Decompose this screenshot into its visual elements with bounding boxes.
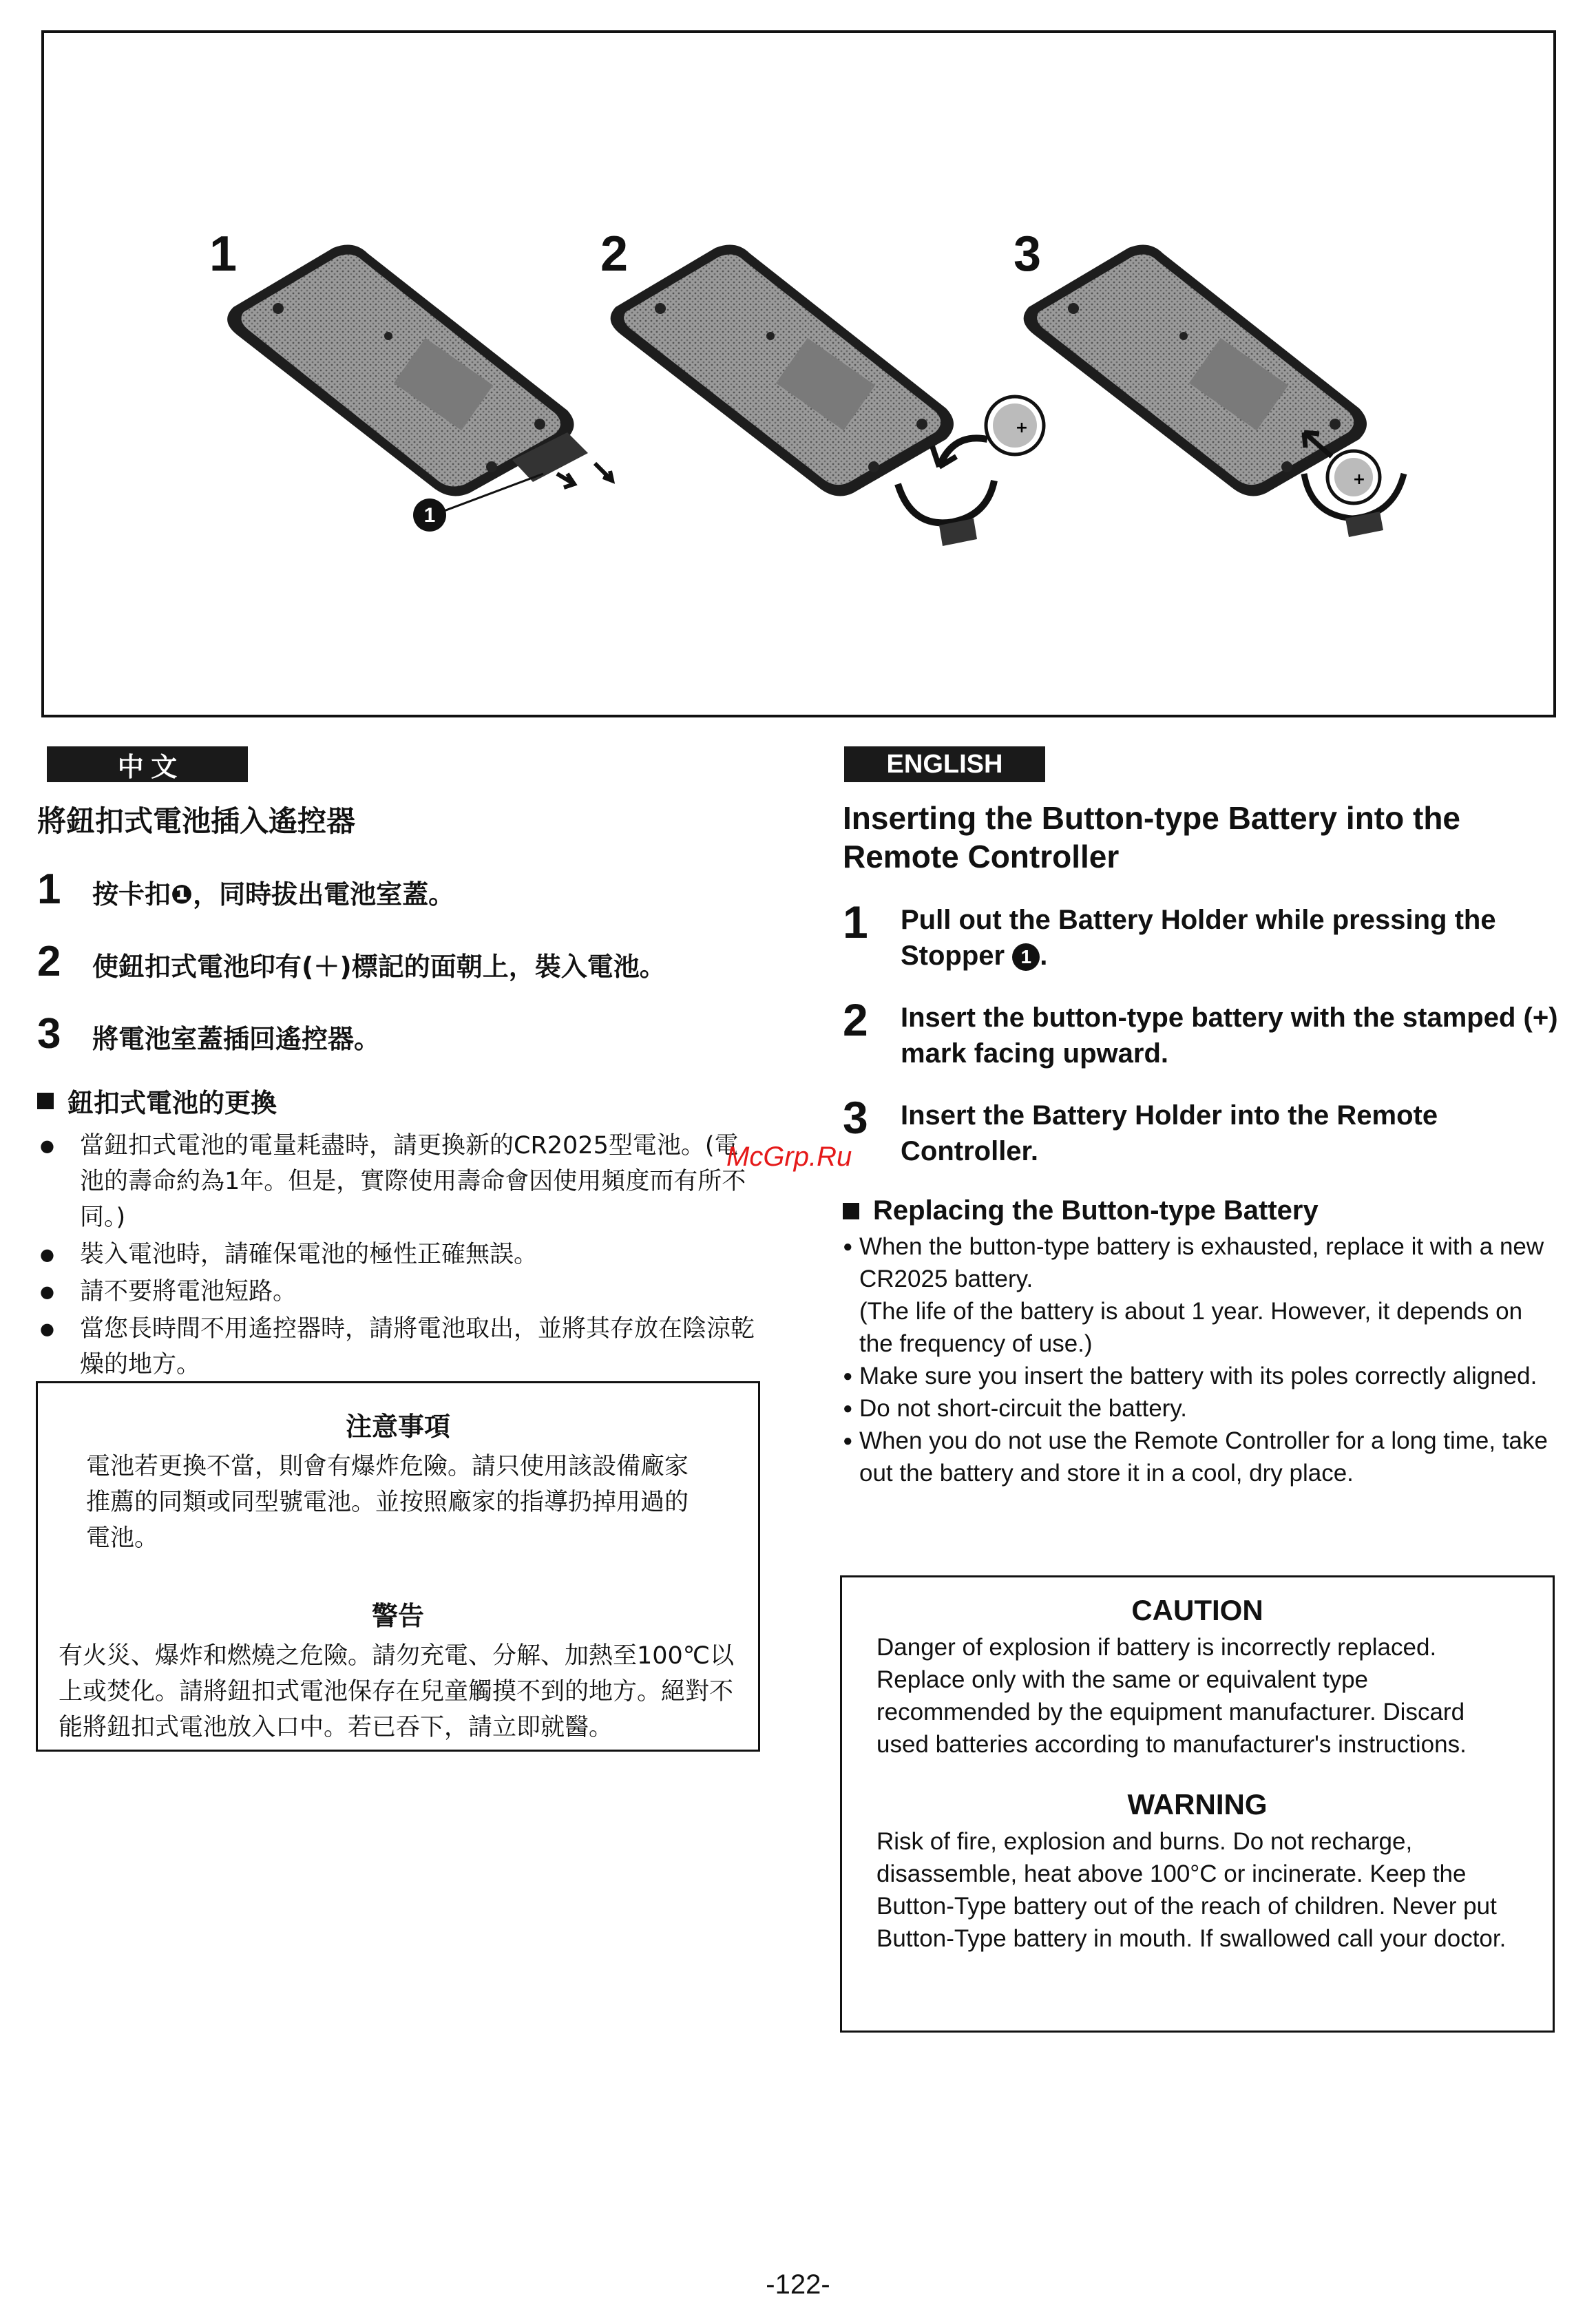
en-step-text: Insert the Battery Holder into the Remote Controller. bbox=[901, 1100, 1438, 1166]
list-item: ● 請不要將電池短路。 bbox=[37, 1274, 760, 1310]
remote-control-step3 bbox=[1024, 245, 1367, 496]
battery-insertion-illustration bbox=[44, 33, 1553, 715]
zh-step-2 bbox=[37, 937, 760, 986]
zh-caution-title: 注意事項 bbox=[345, 1412, 450, 1442]
zh-step-number: 1 bbox=[37, 865, 61, 913]
list-item: ● Make sure you insert the battery with its poles correctly aligned. bbox=[843, 1360, 1559, 1392]
list-item: ● 裝入電池時，請確保電池的極性正確無誤。 bbox=[37, 1237, 760, 1272]
stopper-callout-icon: 1 bbox=[1012, 943, 1040, 971]
zh-replace-heading bbox=[37, 1082, 760, 1120]
zh-step-1 bbox=[37, 865, 760, 914]
en-replace-heading-text: Replacing the Button-type Battery bbox=[873, 1195, 1319, 1226]
en-step-text: Pull out the Battery Holder while pressing the Stopper 1 . bbox=[901, 905, 1496, 971]
en-warning-text: Risk of fire, explosion and burns. Do not recharge, disassemble, heat above 100°C or incinerate. Keep the Button-Type battery out of the reach of children. Never put Button-Type battery in mouth. If swallowed call your doctor. bbox=[876, 1828, 1506, 1952]
zh-step-3 bbox=[37, 1009, 760, 1058]
en-step-1-text: Pull out the Battery Holder while pressing the Stopper bbox=[901, 905, 1496, 971]
zh-bullet-list bbox=[37, 1128, 760, 1383]
svg-text:1: 1 bbox=[423, 504, 436, 527]
zh-replace-heading-text: 鈕扣式電池的更換 bbox=[67, 1088, 277, 1118]
en-bullet-list bbox=[843, 1230, 1559, 1489]
remote-control-step1 bbox=[227, 245, 588, 496]
english-instructions bbox=[843, 799, 1559, 1489]
zh-warning-title: 警告 bbox=[371, 1601, 424, 1631]
en-step-1 bbox=[843, 896, 1559, 974]
illustration-step-3-label: 3 bbox=[1014, 227, 1042, 282]
coin-battery-step2 bbox=[986, 397, 1044, 454]
en-caution-text: Danger of explosion if battery is incorrectly replaced. Replace only with the same or equivalent type recommended by the equipment manufacturer. Discard used batteries according to manufacturer's instructions. bbox=[876, 1634, 1467, 1758]
zh-caution-warning-box bbox=[36, 1381, 760, 1752]
english-language-tab: ENGLISH bbox=[844, 746, 1045, 782]
zh-caution-text: 電池若更換不當，則會有爆炸危險。請只使用該設備廠家推薦的同類或同型號電池。並按照廠家的指導扔掉用過的電池。 bbox=[86, 1453, 689, 1552]
list-item: ● When the button-type battery is exhausted, replace it with a new CR2025 battery. bbox=[843, 1230, 1559, 1295]
zh-step-number: 3 bbox=[37, 1010, 61, 1058]
list-item: ● 當您長時間不用遙控器時，請將電池取出，並將其存放在陰涼乾燥的地方。 bbox=[37, 1311, 760, 1383]
en-caution-title: CAUTION bbox=[1131, 1594, 1263, 1626]
chinese-instructions bbox=[37, 799, 760, 1384]
zh-step-text: 將電池室蓋插回遙控器。 bbox=[92, 1024, 381, 1054]
battery-in-holder-step3 bbox=[1304, 432, 1404, 537]
watermark: McGrp.Ru bbox=[726, 1142, 852, 1172]
remote-control-step2 bbox=[611, 245, 954, 496]
zh-step-number: 2 bbox=[37, 938, 61, 985]
svg-text:+: + bbox=[1352, 471, 1366, 488]
en-step-number: 2 bbox=[843, 994, 868, 1045]
en-step-3 bbox=[843, 1092, 1559, 1169]
zh-step-text: 按卡扣❶，同時拔出電池室蓋。 bbox=[92, 879, 455, 910]
illustration-step-2-label: 2 bbox=[600, 227, 629, 282]
zh-step-text: 使鈕扣式電池印有(＋)標記的面朝上，裝入電池。 bbox=[92, 952, 666, 982]
list-item: ● 當鈕扣式電池的電量耗盡時，請更換新的CR2025型電池。(電池的壽命約為1年。但是，實際使用壽命會因使用頻度而有所不同。) bbox=[37, 1128, 760, 1235]
list-item: ● When you do not use the Remote Controller for a long time, take out the battery and store it in a cool, dry place. bbox=[843, 1425, 1559, 1489]
zh-title: 將鈕扣式電池插入遙控器 bbox=[37, 804, 356, 838]
en-replace-heading bbox=[843, 1195, 1559, 1226]
en-step-number: 1 bbox=[843, 896, 868, 947]
en-warning-title: WARNING bbox=[1127, 1788, 1268, 1820]
illustration-frame bbox=[41, 30, 1556, 717]
list-item: ● Do not short-circuit the battery. bbox=[843, 1392, 1559, 1425]
illustration-step-1-label: 1 bbox=[209, 227, 238, 282]
en-caution-warning-box bbox=[840, 1575, 1555, 2033]
en-step-number: 3 bbox=[843, 1092, 868, 1143]
svg-text:+: + bbox=[1015, 419, 1029, 437]
square-bullet-icon bbox=[37, 1093, 54, 1109]
en-step-text: Insert the button-type battery with the stamped (+) mark facing upward. bbox=[901, 1003, 1558, 1069]
list-item-continuation: (The life of the battery is about 1 year. However, it depends on the frequency of use.) bbox=[859, 1298, 1523, 1357]
stopper-callout-icon bbox=[413, 499, 446, 532]
zh-warning-text: 有火災、爆炸和燃燒之危險。請勿充電、分解、加熱至100℃以上或焚化。請將鈕扣式電池保存在兒童觸摸不到的地方。絕對不能將鈕扣式電池放入口中。若已吞下，請立即就醫。 bbox=[59, 1642, 735, 1741]
square-bullet-icon bbox=[843, 1203, 859, 1219]
chinese-language-tab: 中 文 bbox=[47, 746, 248, 782]
page-number: -122- bbox=[766, 2269, 830, 2300]
en-step-2 bbox=[843, 994, 1559, 1071]
en-title: Inserting the Button-type Battery into the Remote Controller bbox=[843, 800, 1460, 874]
